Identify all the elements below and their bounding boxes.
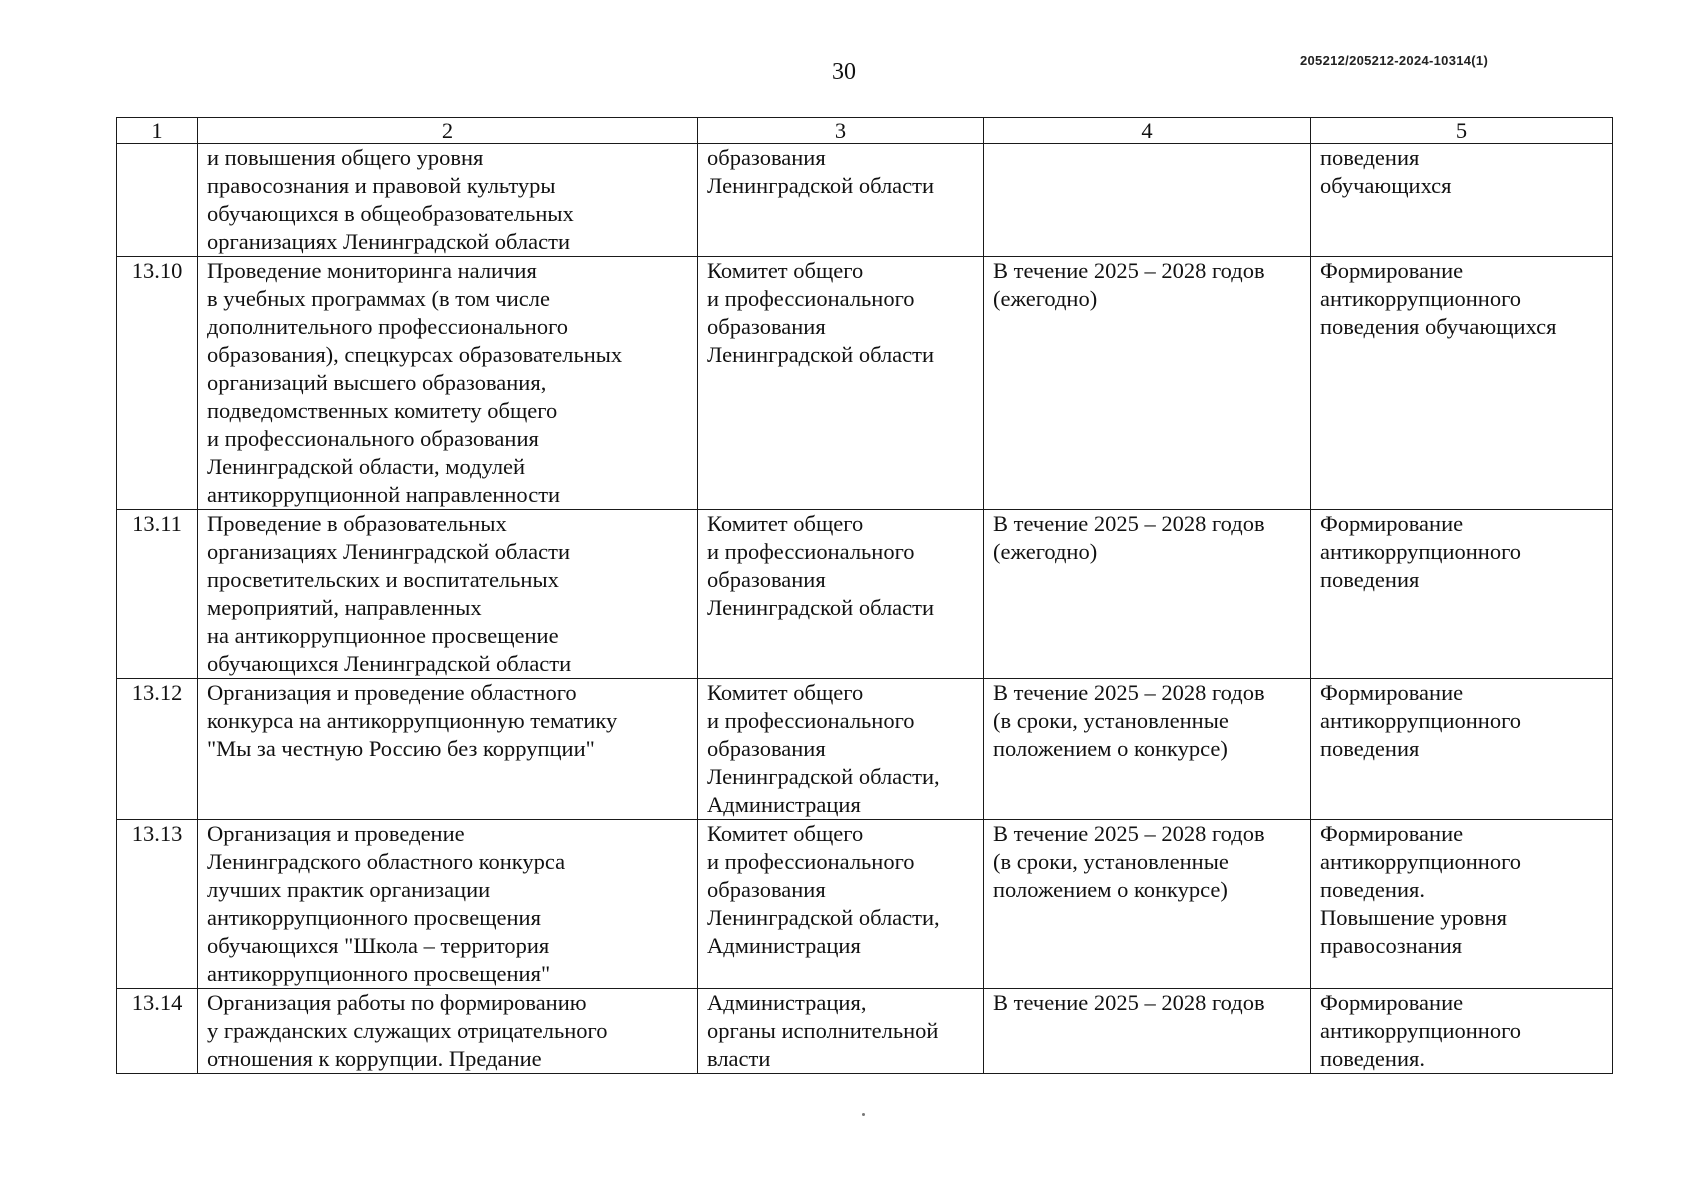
table-row	[117, 989, 1613, 1074]
result-cell: Формирование антикоррупционного поведения.	[1311, 989, 1613, 1074]
table-row	[117, 679, 1613, 820]
scan-speck	[862, 1113, 865, 1116]
deadline-cell: В течение 2025 – 2028 годов (ежегодно)	[984, 510, 1311, 679]
result-cell: Формирование антикоррупционного поведения	[1311, 679, 1613, 820]
table-row	[117, 510, 1613, 679]
column-header: 5	[1311, 118, 1613, 144]
activity-cell: и повышения общего уровня правосознания и правовой культуры обучающихся в общеобразовательных организациях Ленинградской области	[198, 144, 698, 257]
activity-cell: Проведение в образовательных организациях Ленинградской области просветительских и воспитательных мероприятий, направленных на антикоррупционное просвещение обучающихся Ленинградской области	[198, 510, 698, 679]
column-header: 1	[117, 118, 198, 144]
page-number: 30	[832, 59, 856, 85]
result-cell: Формирование антикоррупционного поведения	[1311, 510, 1613, 679]
table-row	[117, 257, 1613, 510]
activity-cell: Организация и проведение областного конкурса на антикоррупционную тематику "Мы за честную Россию без коррупции"	[198, 679, 698, 820]
deadline-cell: В течение 2025 – 2028 годов (в сроки, установленные положением о конкурсе)	[984, 679, 1311, 820]
row-number	[117, 144, 198, 257]
deadline-cell: В течение 2025 – 2028 годов (в сроки, установленные положением о конкурсе)	[984, 820, 1311, 989]
table-row	[117, 144, 1613, 257]
result-cell: поведения обучающихся	[1311, 144, 1613, 257]
deadline-cell	[984, 144, 1311, 257]
table-header-row	[117, 118, 1613, 144]
responsible-cell: Комитет общего и профессионального образования Ленинградской области, Администрация	[698, 679, 984, 820]
row-number: 13.12	[117, 679, 198, 820]
table-row	[117, 820, 1613, 989]
responsible-cell: Комитет общего и профессионального образования Ленинградской области	[698, 510, 984, 679]
result-cell: Формирование антикоррупционного поведения обучающихся	[1311, 257, 1613, 510]
activity-cell: Организация и проведение Ленинградского областного конкурса лучших практик организации антикоррупционного просвещения обучающихся "Школа – территория антикоррупционного просвещения"	[198, 820, 698, 989]
row-number: 13.11	[117, 510, 198, 679]
row-number: 13.13	[117, 820, 198, 989]
responsible-cell: Администрация, органы исполнительной власти	[698, 989, 984, 1074]
document-id: 205212/205212-2024-10314(1)	[1300, 53, 1489, 68]
activity-cell: Проведение мониторинга наличия в учебных программах (в том числе дополнительного профессионального образования), спецкурсах образовательных организаций высшего образования, подведомственных комитету общего и профессионального образования Ленинградской области, модулей антикоррупционной направленности	[198, 257, 698, 510]
deadline-cell: В течение 2025 – 2028 годов	[984, 989, 1311, 1074]
row-number: 13.14	[117, 989, 198, 1074]
column-header: 4	[984, 118, 1311, 144]
plan-table	[116, 117, 1613, 1074]
column-header: 3	[698, 118, 984, 144]
column-header: 2	[198, 118, 698, 144]
responsible-cell: образования Ленинградской области	[698, 144, 984, 257]
deadline-cell: В течение 2025 – 2028 годов (ежегодно)	[984, 257, 1311, 510]
activity-cell: Организация работы по формированию у гражданских служащих отрицательного отношения к коррупции. Предание	[198, 989, 698, 1074]
result-cell: Формирование антикоррупционного поведения. Повышение уровня правосознания	[1311, 820, 1613, 989]
row-number: 13.10	[117, 257, 198, 510]
responsible-cell: Комитет общего и профессионального образования Ленинградской области	[698, 257, 984, 510]
responsible-cell: Комитет общего и профессионального образования Ленинградской области, Администрация	[698, 820, 984, 989]
